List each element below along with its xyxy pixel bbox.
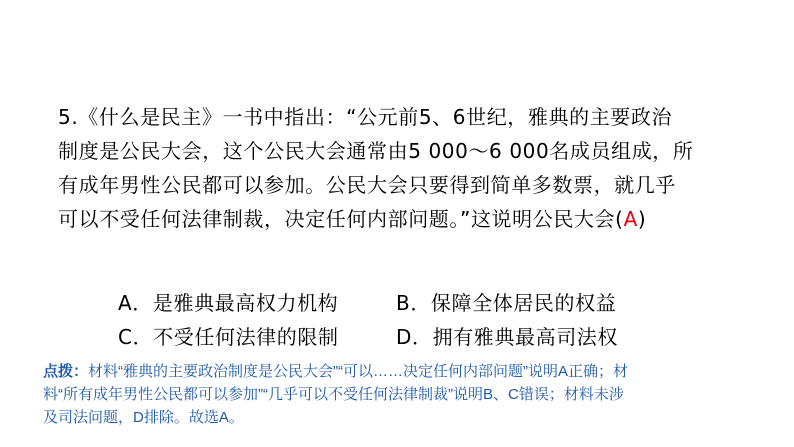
question-line-2: 制度是公民大会，这个公民大会通常由5 000～6 000名成员组成，所 [58, 139, 694, 163]
analysis-line-3: 及司法问题，D排除。故选A。 [43, 409, 244, 426]
analysis-label: 点拨： [43, 363, 89, 380]
options-row-1 [118, 286, 618, 320]
analysis-line-1 [43, 360, 758, 383]
options-row-2 [118, 320, 618, 354]
option-d: D．拥有雅典最高司法权 [396, 325, 619, 349]
question-stem [58, 100, 758, 236]
question-line-1: 5.《什么是民主》一书中指出：“公元前5、6世纪，雅典的主要政治 [58, 105, 673, 129]
option-c: C．不受任何法律的限制 [118, 325, 339, 349]
analysis-line-1-text: 材料“雅典的主要政治制度是公民大会”“可以……决定任何内部问题”说明A正确；材 [88, 363, 629, 380]
question-line-3: 有成年男性公民都可以参加。公民大会只要得到简单多数票，就几乎 [58, 173, 676, 197]
answer-letter: A [623, 207, 638, 231]
question-line-4 [58, 202, 758, 236]
question-line-4-text: 可以不受任何法律制裁，决定任何内部问题。”这说明公民大会( [58, 207, 624, 231]
answer-options [118, 286, 618, 354]
analysis-line-2: 料“所有成年男性公民都可以参加”“几乎可以不受任何法律制裁”说明B、C错误；材料未涉 [43, 386, 624, 403]
analysis-note [43, 360, 758, 429]
question-line-4-close: ) [637, 207, 647, 231]
option-a: A．是雅典最高权力机构 [118, 291, 339, 315]
option-b: B．保障全体居民的权益 [396, 291, 617, 315]
